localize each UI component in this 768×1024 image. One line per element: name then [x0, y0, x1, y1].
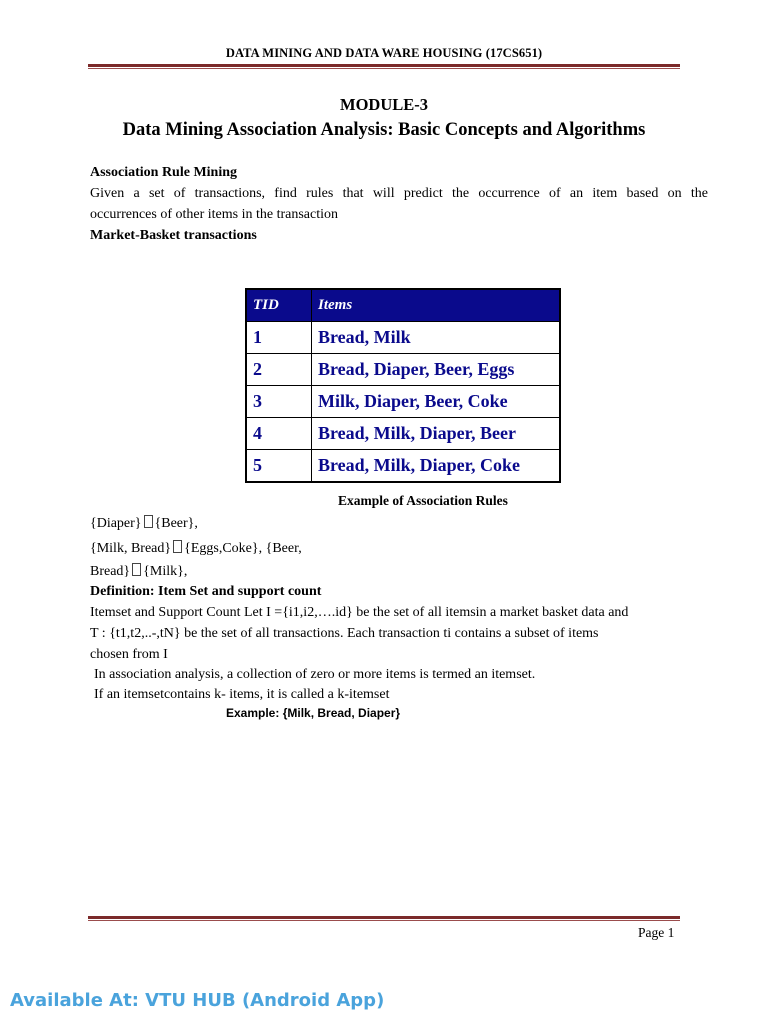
cell-items: Milk, Diaper, Beer, Coke: [312, 386, 561, 418]
page-title: Data Mining Association Analysis: Basic Concepts and Algorithms: [122, 120, 646, 140]
body-text: In association analysis, a collection of zero or more items is termed an itemset.: [94, 667, 536, 682]
cell-tid: 1: [246, 322, 312, 354]
cell-tid: 2: [246, 354, 312, 386]
table-caption: Example of Association Rules: [338, 493, 508, 508]
module-label: MODULE-3: [340, 95, 428, 114]
rule-consequent: {Milk},: [143, 564, 188, 579]
cell-tid: 3: [246, 386, 312, 418]
body-text: Itemset and Support Count Let I ={i1,i2,….id} be the set of all itemsin a market basket data and: [90, 605, 629, 620]
table-row: [246, 418, 560, 450]
rule-line: [90, 563, 187, 580]
column-header-items: Items: [312, 289, 561, 322]
table-row: [246, 354, 560, 386]
table-row: [246, 386, 560, 418]
rule-consequent: {Eggs,Coke}, {Beer,: [184, 541, 302, 556]
table-row: [246, 322, 560, 354]
cell-items: Bread, Diaper, Beer, Eggs: [312, 354, 561, 386]
definition-heading: Definition: Item Set and support count: [90, 584, 322, 599]
rule-line: [90, 540, 302, 557]
cell-tid: 5: [246, 450, 312, 483]
body-text: T : {t1,t2,..-,tN} be the set of all transactions. Each transaction ti contains a subset of items: [90, 626, 599, 641]
cell-items: Bread, Milk: [312, 322, 561, 354]
header-rule: [88, 64, 680, 69]
availability-note: Available At: VTU HUB (Android App): [10, 990, 385, 1011]
rule-line: [90, 515, 198, 532]
body-text: chosen from I: [90, 647, 168, 662]
rule-antecedent: {Milk, Bread}: [90, 541, 172, 556]
page-number: Page 1: [638, 925, 675, 940]
missing-glyph-icon: [144, 515, 153, 528]
running-header: DATA MINING AND DATA WARE HOUSING (17CS651): [225, 46, 543, 60]
cell-tid: 4: [246, 418, 312, 450]
column-header-tid: TID: [246, 289, 312, 322]
cell-items: Bread, Milk, Diaper, Beer: [312, 418, 561, 450]
body-text: If an itemsetcontains k- items, it is called a k-itemset: [94, 687, 390, 702]
rule-antecedent: {Diaper}: [90, 516, 142, 531]
rule-consequent: {Beer},: [154, 516, 198, 531]
table-header-row: [246, 289, 560, 322]
section-heading: Association Rule Mining: [90, 165, 238, 180]
missing-glyph-icon: [173, 540, 182, 553]
cell-items: Bread, Milk, Diaper, Coke: [312, 450, 561, 483]
rule-antecedent: Bread}: [90, 564, 131, 579]
itemset-example: Example: {Milk, Bread, Diaper}: [226, 706, 401, 720]
missing-glyph-icon: [132, 563, 141, 576]
subheading: Market-Basket transactions: [90, 228, 257, 243]
body-text: occurrences of other items in the transaction: [90, 207, 339, 222]
footer-rule: [88, 916, 680, 921]
transactions-table: [245, 288, 561, 483]
body-text: Given a set of transactions, find rules that will predict the occurrence of an item based on the: [90, 186, 708, 201]
table-row: [246, 450, 560, 483]
